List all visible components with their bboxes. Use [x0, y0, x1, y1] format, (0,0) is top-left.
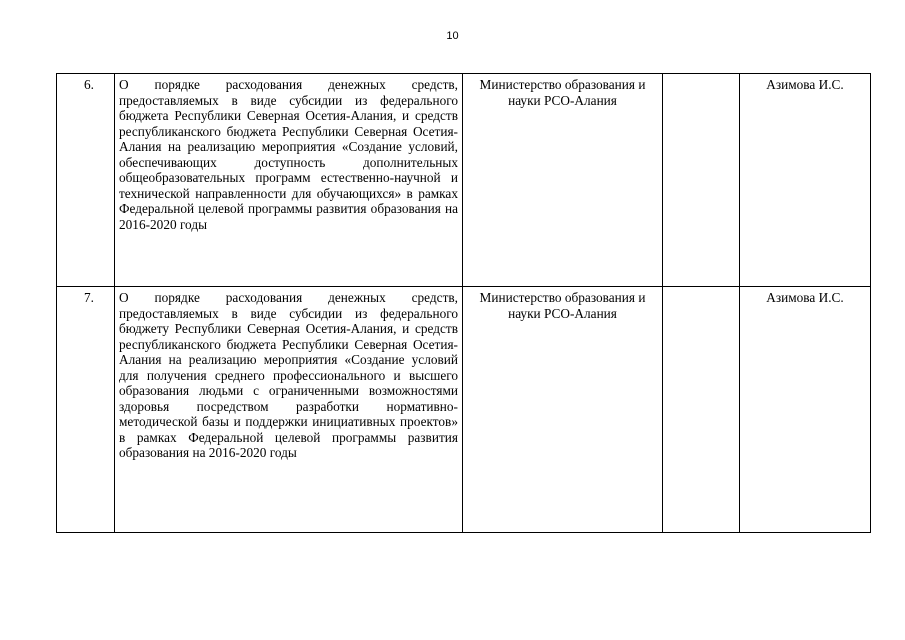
row-executor: Министерство образования и науки РСО-Алания — [463, 287, 663, 533]
row-executor: Министерство образования и науки РСО-Алания — [463, 74, 663, 287]
table-row — [57, 74, 871, 287]
row-term — [663, 74, 740, 287]
document-table — [56, 73, 871, 533]
row-term — [663, 287, 740, 533]
row-description: О порядке расходования денежных средств, предоставляемых в виде субсидии из федерального бюджета Республики Северная Осетия-Алания, и средств республиканского бюджета Республики Северная Осетия-Алания на реализацию мероприятия «Создание условий, обеспечивающих доступность дополнительных общеобразовательных программ естественно-научной и технической направленности для обучающихся» в рамках Федеральной целевой программы развития образования на 2016-2020 годы — [115, 74, 463, 287]
row-description: О порядке расходования денежных средств, предоставляемых в виде субсидии из федерального бюджету Республики Северная Осетия-Алания, и средств республиканского бюджета Республики Северная Осетия-Алания на реализацию мероприятия «Создание условий для получения среднего профессионального и высшего образования людьми с ограниченными возможностями здоровья посредством разработки нормативно-методической базы и поддержки инициативных проектов» в рамках Федеральной целевой программы развития образования на 2016-2020 годы — [115, 287, 463, 533]
row-responsible: Азимова И.С. — [740, 287, 871, 533]
page-number: 10 — [446, 30, 459, 42]
table-row — [57, 287, 871, 533]
row-number: 7. — [57, 287, 115, 533]
row-number: 6. — [57, 74, 115, 287]
row-responsible: Азимова И.С. — [740, 74, 871, 287]
